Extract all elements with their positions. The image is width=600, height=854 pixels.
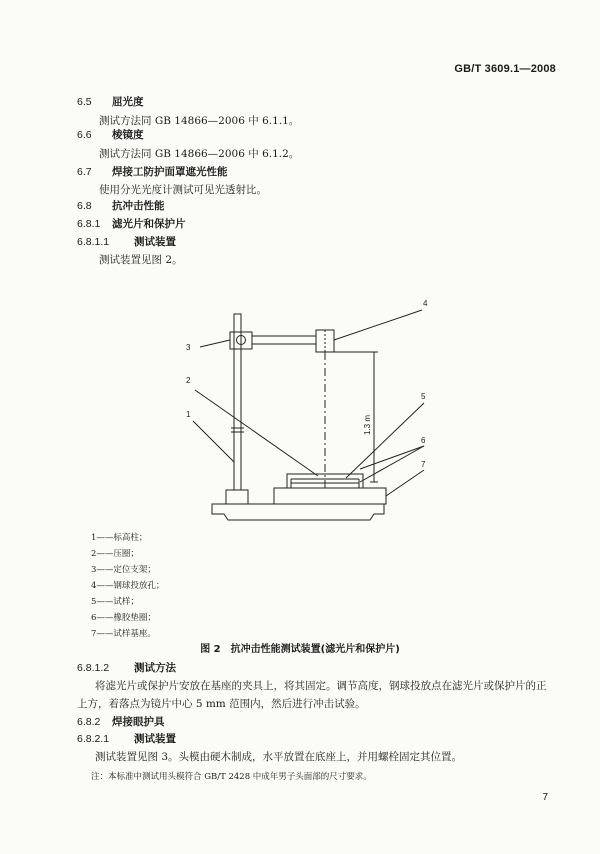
figure-label-7: 7 [421, 460, 426, 469]
note-text: 注：本标准中测试用头模符合 GB/T 2428 中成年男子头面部的尺寸要求。 [91, 772, 372, 782]
section-number: 6.8.1.2 [77, 662, 110, 674]
section-number: 6.7 [77, 166, 92, 178]
section-number: 6.8.2.1 [77, 733, 110, 745]
section-6-8-1-1-text: 测试装置见图 2。 [99, 254, 183, 266]
figure-caption: 图 2 抗冲击性能测试装置(滤光片和保护片) [200, 644, 400, 655]
section-title: 滤光片和保护片 [112, 218, 186, 230]
figure-label-2: 2 [186, 376, 191, 385]
figure-label-6: 6 [421, 436, 426, 445]
section-number: 6.6 [77, 129, 92, 141]
figure-legend-item: 2——压圈； [91, 549, 139, 559]
section-6-8-2-1-heading [77, 731, 176, 746]
figure-label-4: 4 [423, 299, 428, 308]
section-title: 抗冲击性能 [112, 200, 165, 212]
section-6-5-text: 测试方法同 GB 14866—2006 中 6.1.1。 [99, 115, 300, 127]
standard-code-header: GB/T 3609.1—2008 [454, 63, 556, 75]
section-title: 测试装置 [134, 733, 176, 745]
leader-line-6a [360, 446, 424, 469]
figure-legend-item: 3——定位支架； [91, 565, 156, 575]
section-title: 焊接眼护具 [112, 716, 165, 728]
leader-line-3 [200, 340, 230, 347]
base-platform-shape [212, 504, 384, 520]
ball-drop-block-shape [316, 330, 334, 352]
figure-legend-item: 1——标高柱； [91, 533, 148, 543]
leader-line-2 [195, 390, 318, 476]
section-title: 棱镜度 [112, 129, 144, 141]
section-title: 测试方法 [134, 662, 176, 674]
section-title: 焊接工防护面罩遮光性能 [112, 166, 228, 178]
section-number: 6.8.1 [77, 218, 101, 230]
section-title: 屈光度 [112, 96, 144, 108]
section-number: 6.8 [77, 200, 92, 212]
section-number: 6.8.2 [77, 716, 101, 728]
section-6-8-2-heading [77, 714, 165, 729]
section-title: 测试装置 [134, 236, 176, 248]
section-6-8-2-1-text-line: 测试装置见图 3。头模由硬木制成，水平放置在底座上，并用螺栓固定其位置。 [95, 751, 463, 763]
figure-legend-item: 6——橡胶垫圈； [91, 613, 156, 623]
section-6-8-1-2-heading [77, 660, 176, 675]
figure-legend-item: 5——试样； [91, 597, 139, 607]
section-6-8-1-2-text-line: 将滤光片或保护片安放在基座的夹具上，将其固定。调节高度，钢球投放点在滤光片或保护片的正 [95, 680, 547, 692]
figure-legend-item: 7——试样基座。 [91, 629, 156, 639]
sample-base-shape [274, 488, 386, 504]
section-6-6-text: 测试方法同 GB 14866—2006 中 6.1.2。 [99, 148, 300, 160]
leader-line-1 [193, 421, 234, 462]
graduated-post-shape [234, 314, 241, 490]
section-number: 6.8.1.1 [77, 236, 110, 248]
section-number: 6.5 [77, 96, 92, 108]
post-foot-shape [226, 490, 248, 504]
section-6-7-text: 使用分光光度计测试可见光透射比。 [99, 184, 267, 196]
figure-label-5: 5 [421, 392, 426, 401]
leader-line-7 [386, 470, 424, 496]
page-number: 7 [542, 792, 548, 803]
section-6-8-1-2-text-line: 上方，着落点为镜片中心 5 mm 范围内，然后进行冲击试验。 [77, 698, 366, 710]
figure-label-3: 3 [186, 343, 191, 352]
height-dimension-label: 1.3 m [363, 414, 372, 435]
figure-label-1: 1 [186, 410, 191, 419]
leader-line-5 [346, 403, 424, 478]
figure-legend-item: 4——钢球投放孔； [91, 581, 165, 591]
leader-line-4 [334, 310, 422, 340]
